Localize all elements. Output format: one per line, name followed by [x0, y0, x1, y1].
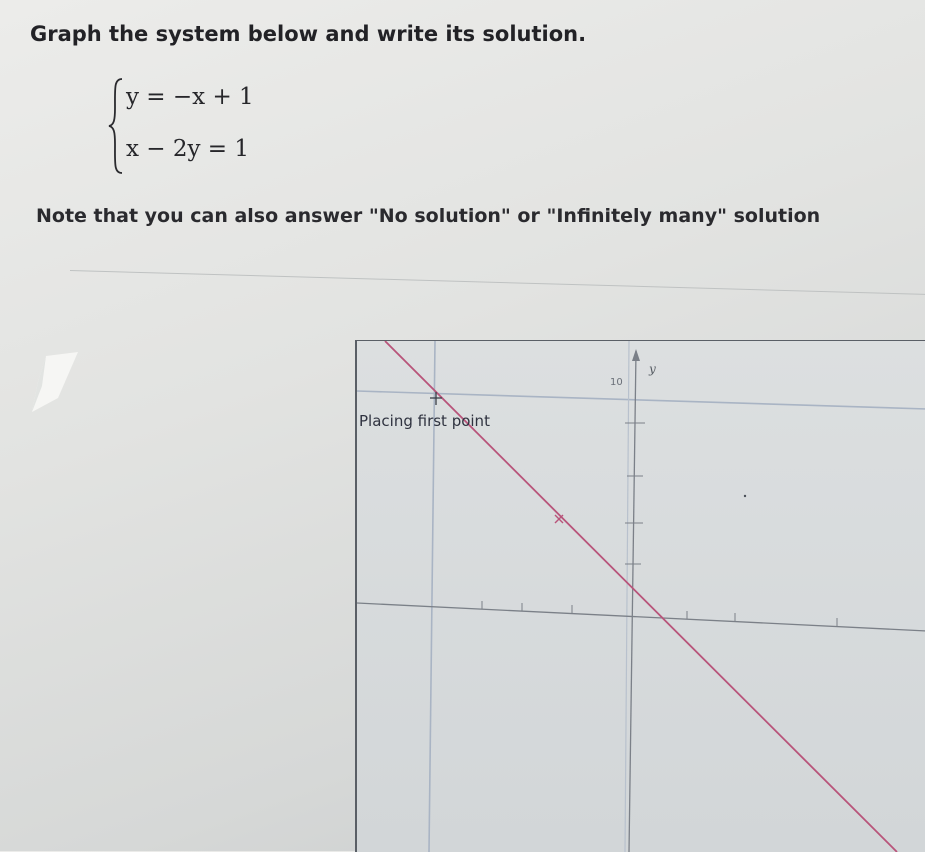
graph-status: Placing first point — [359, 412, 490, 430]
grid-line — [357, 391, 925, 409]
equation-1: y = −x + 1 — [126, 84, 254, 110]
grid-line — [625, 341, 629, 852]
equation-2: x − 2y = 1 — [126, 136, 250, 162]
divider — [70, 270, 925, 295]
y-axis-label: y — [649, 362, 656, 376]
equation-system — [108, 70, 268, 180]
graph-area[interactable] — [355, 340, 925, 852]
y-axis-arrow — [632, 349, 640, 361]
point-marker — [555, 515, 563, 523]
dot-marker — [744, 495, 746, 497]
x-axis — [357, 603, 925, 631]
pencil-icon[interactable] — [28, 352, 78, 416]
note-text: Note that you can also answer "No solution" or "Infinitely many" solution — [36, 205, 821, 227]
x-axis-ticks — [482, 601, 837, 626]
y-tick-label: 10 — [610, 377, 623, 388]
question-title: Graph the system below and write its solution. — [30, 22, 587, 46]
brace-icon — [108, 78, 124, 174]
y-axis — [629, 351, 636, 852]
